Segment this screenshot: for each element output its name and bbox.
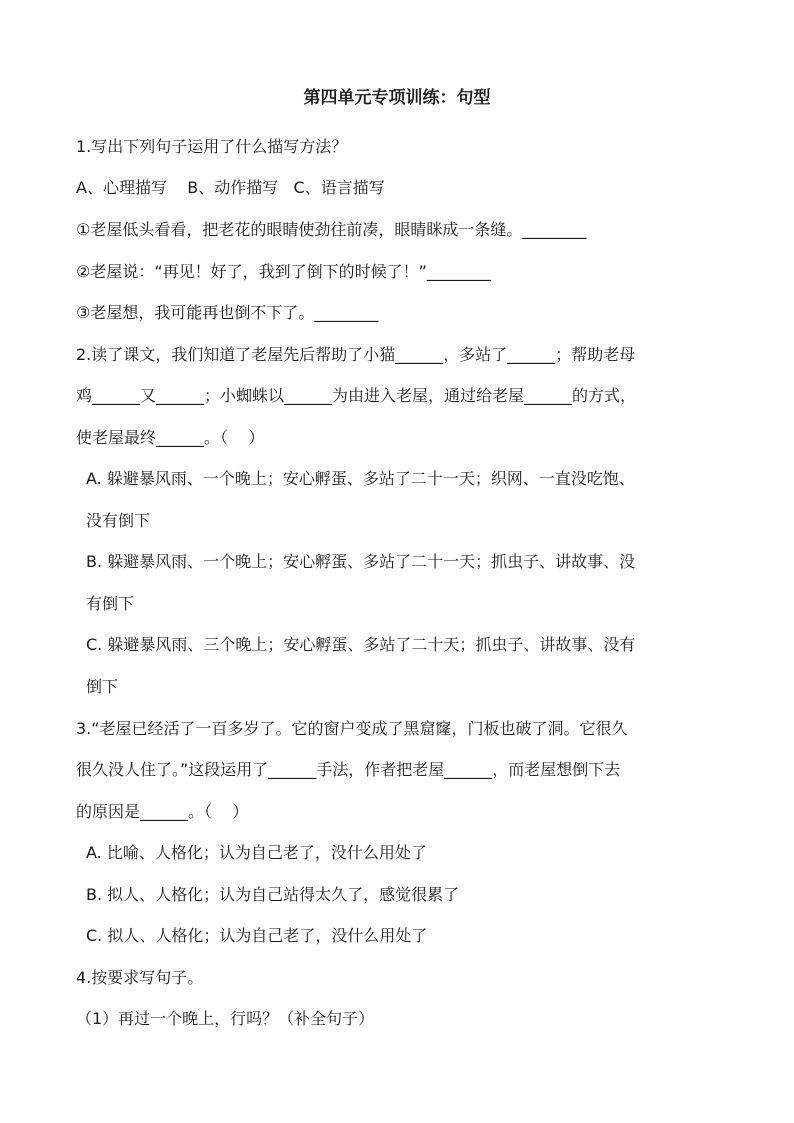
q3-line-2: 很久没人住了。”这段运用了______手法，作者把老屋______，而老屋想倒下去 (76, 760, 621, 779)
q1-choices: A、心理描写 B、动作描写 C、语言描写 (76, 178, 385, 197)
q1-item-2: ②老屋说：“再见！好了，我到了倒下的时候了！”________ (76, 262, 491, 281)
q2-line-3: 使老屋最终______。（ ） (76, 428, 265, 447)
q1-item-1: ①老屋低头看看，把老花的眼睛使劲往前凑，眼睛眯成一条缝。________ (76, 220, 587, 239)
q3-option-c: C. 拟人、人格化；认为自己老了，没什么用处了 (86, 926, 428, 945)
q3-option-b: B. 拟人、人格化；认为自己站得太久了，感觉很累了 (86, 885, 460, 904)
q2-line-2: 鸡______又______；小蜘蛛以______为由进入老屋，通过给老屋______的方式， (76, 386, 637, 405)
q2-line-1: 2.读了课文，我们知道了老屋先后帮助了小猫______，多站了______；帮助老母 (76, 345, 636, 364)
q2-option-b-cont: 有倒下 (86, 594, 135, 613)
q2-option-a-cont: 没有倒下 (86, 511, 151, 530)
q1-item-3: ③老屋想，我可能再也倒不下了。________ (76, 303, 379, 322)
q3-line-3: 的原因是______。（ ） (76, 802, 249, 821)
q1-prompt: 1.写出下列句子运用了什么描写方法？ (76, 137, 348, 156)
q2-option-a: A. 躲避暴风雨、一个晚上；安心孵蛋、多站了二十一天；织网、一直没吃饱、 (86, 469, 635, 488)
q3-option-a: A. 比喻、人格化；认为自己老了，没什么用处了 (86, 843, 427, 862)
page-title: 第四单元专项训练：句型 (303, 88, 491, 108)
q3-line-1: 3.“老屋已经活了一百多岁了。它的窗户变成了黑窟窿，门板也破了洞。它很久 (76, 719, 628, 738)
q2-option-c: C. 躲避暴风雨、三个晚上；安心孵蛋、多站了二十天；抓虫子、讲故事、没有 (86, 635, 636, 654)
q4-sub-1: （1）再过一个晚上，行吗？（补全句子） (76, 1009, 375, 1028)
q2-option-b: B. 躲避暴风雨、一个晚上；安心孵蛋、多站了二十一天；抓虫子、讲故事、没 (86, 552, 636, 571)
q4-prompt: 4.按要求写句子。 (76, 968, 204, 987)
q2-option-c-cont: 倒下 (86, 677, 119, 696)
